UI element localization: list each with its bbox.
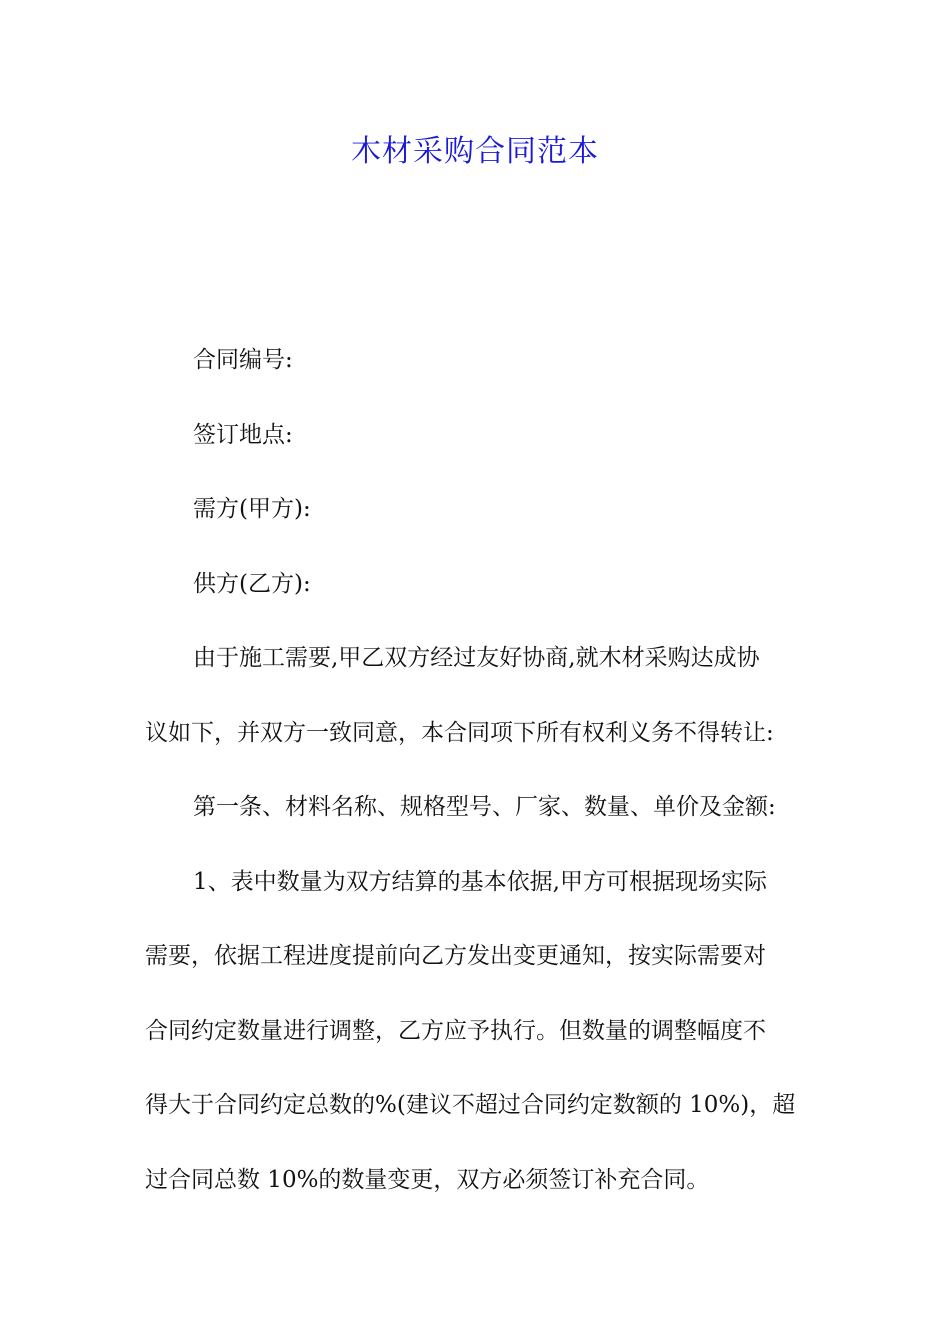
clause-1-line-1: 1、表中数量为双方结算的基本依据,甲方可根据现场实际 [193,868,767,895]
article-one-heading: 第一条、材料名称、规格型号、厂家、数量、单价及金额: [193,794,776,820]
contract-number-line: 合同编号: [193,347,293,373]
supplier-party-line: 供方(乙方): [193,570,311,597]
preamble-line-1: 由于施工需要,甲乙双方经过友好协商,就木材采购达成协 [193,645,760,671]
document-title: 木材采购合同范本 [351,134,599,169]
signing-place-line: 签订地点: [193,421,293,448]
preamble-line-2: 议如下，并双方一致同意，本合同项下所有权利义务不得转让: [145,719,774,746]
clause-1-line-4: 得大于合同约定总数的%(建议不超过合同约定数额的 10%)，超 [145,1092,796,1118]
clause-1-line-5: 过合同总数 10%的数量变更，双方必须签订补充合同。 [145,1166,710,1193]
document-body [145,338,807,1232]
clause-1-line-2: 需要，依据工程进度提前向乙方发出变更通知，按实际需要对 [145,943,766,969]
buyer-party-line: 需方(甲方): [193,496,311,522]
clause-1-line-3: 合同约定数量进行调整，乙方应予执行。但数量的调整幅度不 [145,1017,766,1044]
